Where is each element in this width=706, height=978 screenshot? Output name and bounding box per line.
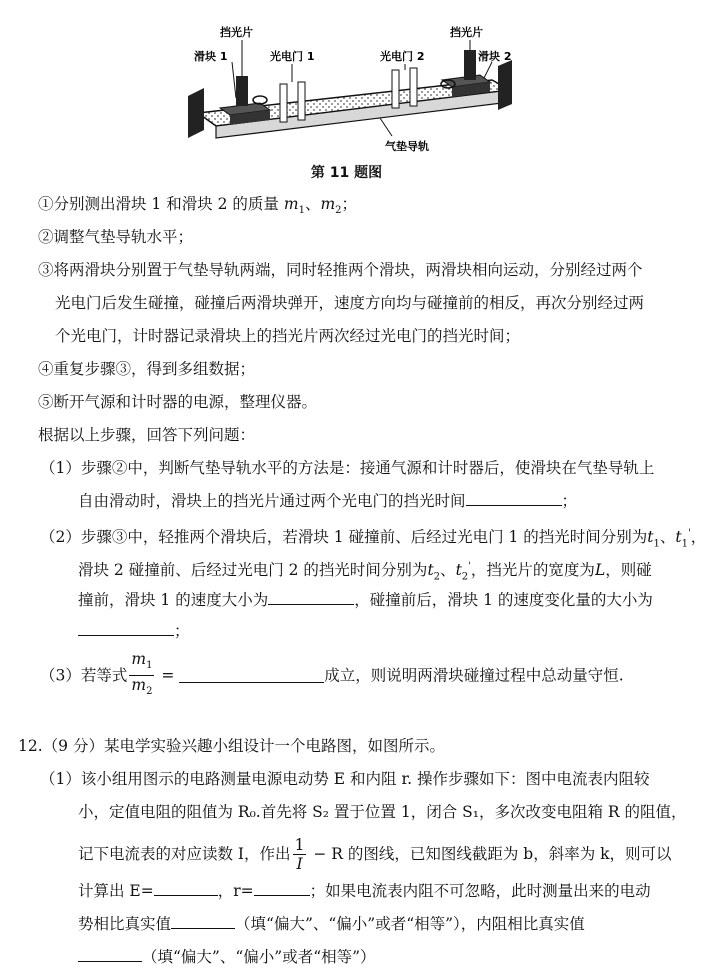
q12-blank-r[interactable] — [254, 881, 310, 896]
step-3-line-3: 个光电门，计时器记录滑块上的挡光片两次经过光电门的挡光时间； — [55, 327, 521, 345]
gate-2-right — [410, 68, 417, 106]
q2-line-2: 滑块 2 碰撞前、后经过光电门 2 的挡光时间分别为$t_2$、$t_2'$，挡光片的宽度为L，则碰 — [78, 561, 652, 583]
label-slider-2: 滑块 2 — [478, 50, 512, 63]
shade-left — [236, 76, 248, 106]
step-1: ①分别测出滑块 1 和滑块 2 的质量 $m_1$、$m_2$； — [38, 195, 358, 217]
questions-intro: 根据以上步骤，回答下列问题： — [38, 426, 256, 444]
right-end-plate — [498, 60, 512, 110]
q1-line-1: （1）步骤②中，判断气垫导轨水平的方法是：接通气源和计时器后，使滑块在气垫导轨上 — [40, 459, 655, 477]
gate-2-left — [392, 70, 399, 108]
q12-fraction: $\frac{1}{I}$ — [294, 835, 305, 873]
step-2: ②调整气垫导轨水平； — [38, 228, 194, 246]
step-3-line-1: ③将两滑块分别置于气垫导轨两端，同时轻推两个滑块，两滑块相向运动，分别经过两个 — [38, 261, 643, 279]
q12-blank-emf-compare[interactable] — [171, 914, 235, 929]
q12-line-4: 计算出 E= ，r= ；如果电流表内阻不可忽略，此时测量出来的电动 — [78, 882, 651, 900]
q3-fraction: $\frac{m_1}{m_2}$ — [131, 650, 153, 698]
label-gate-2: 光电门 2 — [380, 50, 425, 63]
q3-line: （3）若等式 $\frac{m_1}{m_2}$ = 成立，则说明两滑块碰撞过程中总动量守恒. — [40, 650, 624, 701]
q2-line-1: （2）步骤③中，轻推两个滑块后，若滑块 1 碰撞前、后经过光电门 1 的挡光时间分别为$t_1$、$t_1'$， — [40, 528, 706, 550]
air-track-figure — [180, 18, 530, 168]
label-shade-right: 挡光片 — [450, 26, 483, 39]
q12-blank-r-compare[interactable] — [78, 947, 142, 962]
step-4: ④重复步骤③，得到多组数据； — [38, 360, 256, 378]
label-track: 气垫导轨 — [385, 140, 429, 153]
q12-line-3: 记下电流表的对应读数 I，作出 $\frac{1}{I}$ − R 的图线，已知图线截距为 b，斜率为 k，则可以 — [78, 835, 672, 873]
left-end-plate — [188, 88, 204, 138]
label-gate-1: 光电门 1 — [270, 50, 315, 63]
q12-header: 12.（9 分）某电学实验兴趣小组设计一个电路图，如图所示。 — [18, 737, 445, 755]
q2-blank-2[interactable] — [78, 621, 174, 636]
q2-line-4: ； — [78, 620, 190, 642]
q2-line-3: 撞前，滑块 1 的速度大小为 ，碰撞前后，滑块 1 的速度变化量的大小为 — [78, 591, 653, 609]
q12-line-2: 小，定值电阻的阻值为 R₀.首先将 S₂ 置于位置 1，闭合 S₁，多次改变电阻箱 R 的阻值， — [78, 803, 687, 821]
gate-1-left — [280, 84, 287, 122]
label-slider-1: 滑块 1 — [194, 50, 228, 63]
step-5: ⑤断开气源和计时器的电源，整理仪器。 — [38, 393, 318, 411]
air-track-diagram — [180, 18, 530, 168]
q1-line-2: 自由滑动时，滑块上的挡光片通过两个光电门的挡光时间 ； — [78, 492, 578, 510]
q3-blank[interactable] — [179, 668, 324, 683]
step-3-line-2: 光电门后发生碰撞，碰撞后两滑块弹开，速度方向均与碰撞前的相反，再次分别经过两 — [55, 294, 645, 312]
figure-caption: 第 11 题图 — [310, 165, 383, 181]
q1-blank[interactable] — [466, 491, 562, 506]
gate-1-right — [298, 82, 305, 120]
q12-line-5: 势相比真实值 （填“偏大”、“偏小”或者“相等”），内阻相比真实值 — [78, 915, 585, 933]
q2-blank-1[interactable] — [268, 590, 354, 605]
shade-right — [464, 50, 476, 80]
q12-line-6: （填“偏大”、“偏小”或者“相等”） — [78, 946, 376, 968]
label-shade-left: 挡光片 — [220, 26, 253, 39]
q12-blank-e[interactable] — [154, 881, 218, 896]
q12-line-1: （1）该小组用图示的电路测量电源电动势 E 和内阻 r. 操作步骤如下：图中电流表内阻较 — [40, 770, 650, 788]
